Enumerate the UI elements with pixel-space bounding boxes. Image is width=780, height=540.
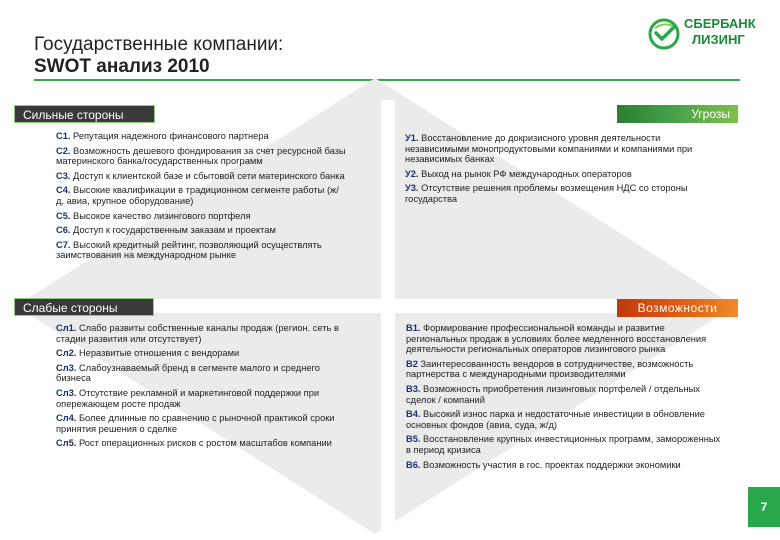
strengths-label: Сильные стороны bbox=[14, 105, 155, 123]
strengths-list bbox=[56, 131, 346, 265]
list-item: В4. Высокий износ парка и недостаточные инвестиции в обновление основных фондов (авиа, суда, ж/д) bbox=[406, 409, 705, 430]
list-item: С2. Возможность дешевого фондирования за счет ресурсной базы материнского банка/государственных программ bbox=[56, 145, 346, 167]
threats-list bbox=[405, 133, 705, 209]
list-item: В1. Формирование профессиональной команды и развитие региональных продаж в условиях более медленного восстановления деятельности региональных операторов лизингового рынка bbox=[406, 323, 707, 355]
list-item: У3. Отсутствие решения проблемы возмещения НДС со стороны государства bbox=[405, 183, 688, 204]
list-item: В3. Возможность приобретения лизинговых портфелей / отдельных сделок / компаний bbox=[406, 383, 700, 405]
list-item: Сл2. Неразвитые отношения с вендорами bbox=[56, 348, 240, 359]
list-item: С4. Высокие квалификации в традиционном сегменте работы (ж/д, авиа, крупное оборудование) bbox=[56, 185, 339, 206]
opportunities-label: Возможности bbox=[617, 299, 738, 317]
list-item: В2 Заинтересованность вендоров в сотрудничестве, возможность партнерства с международными производителями bbox=[406, 358, 694, 380]
list-item: С5. Высокое качество лизингового портфеля bbox=[56, 210, 251, 221]
list-item: Сл3. Отсутствие рекламной и маркетинговой поддержки при опережающем росте продаж bbox=[56, 387, 320, 409]
title-line-1: Государственные компании: bbox=[34, 34, 284, 55]
list-item: Сл1. Слабо развиты собственные каналы продаж (регион. сеть в стадии развития или отсутствует) bbox=[56, 323, 339, 344]
page-number: 7 bbox=[748, 487, 780, 527]
threats-label: Угрозы bbox=[617, 105, 738, 123]
title-line-2: SWOT анализ 2010 bbox=[34, 56, 210, 77]
list-item: Сл4. Более длинные по сравнению с рыночной практикой сроки принятия решения о сделке bbox=[56, 413, 335, 434]
logo-line-2: ЛИЗИНГ bbox=[692, 32, 745, 47]
list-item: С7. Высокий кредитный рейтинг, позволяющий осуществлять заимствования на международном рынке bbox=[56, 239, 322, 261]
list-item: У1. Восстановление до докризисного уровня деятельности независимыми монопродуктовыми компаниями и компаниями при независимых банках bbox=[405, 133, 693, 165]
list-item: В5. Восстановление крупных инвестиционных программ, замороженных в период кризиса bbox=[406, 434, 721, 455]
logo-line-1: СБЕРБАНК bbox=[684, 16, 756, 31]
opportunities-list bbox=[406, 323, 721, 474]
weaknesses-list bbox=[56, 323, 351, 453]
list-item: Сл5. Рост операционных рисков с ростом масштабов компании bbox=[56, 438, 332, 449]
list-item: Сл3. Слабоузнаваемый бренд в сегменте малого и среднего бизнеса bbox=[56, 362, 320, 384]
list-item: С6. Доступ к государственным заказам и проектам bbox=[56, 225, 276, 236]
list-item: В6. Возможность участия в гос. проектах поддержки экономики bbox=[406, 459, 681, 470]
weaknesses-label: Слабые стороны bbox=[14, 298, 154, 316]
list-item: У2. Выход на рынок РФ международных операторов bbox=[405, 168, 632, 179]
list-item: С1. Репутация надежного финансового партнера bbox=[56, 131, 269, 141]
list-item: С3. Доступ к клиентской базе и сбытовой сети материнского банка bbox=[56, 170, 345, 181]
